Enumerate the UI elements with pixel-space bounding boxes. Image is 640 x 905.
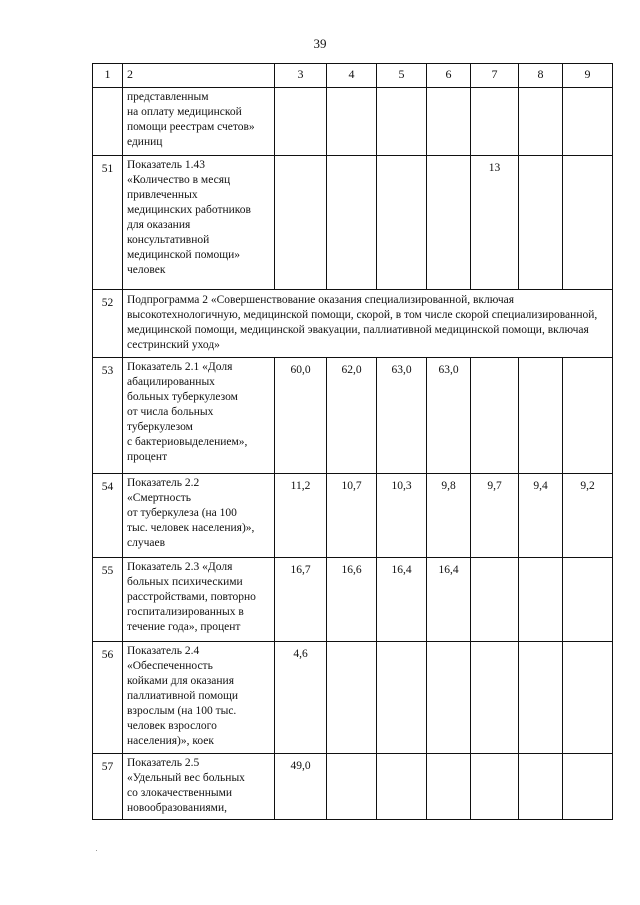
table-row	[93, 156, 613, 290]
table-row	[93, 290, 613, 358]
value-cell	[519, 558, 563, 642]
indicator-description: Показатель 1.43 «Количество в месяц привлеченных медицинских работников для оказания консультативной медицинской помощи» человек	[123, 156, 275, 290]
scan-artifact	[96, 850, 97, 851]
value-cell	[563, 754, 613, 820]
table-header-row	[93, 64, 613, 88]
column-header: 4	[327, 64, 377, 88]
value-cell: 63,0	[427, 358, 471, 474]
table-row-continuation	[93, 88, 613, 156]
value-cell: 16,4	[377, 558, 427, 642]
indicator-description: Показатель 2.1 «Доля абацилированных больных туберкулезом от числа больных туберкулезом с бактериовыделением», процент	[123, 358, 275, 474]
column-header: 8	[519, 64, 563, 88]
value-cell	[327, 88, 377, 156]
value-cell	[471, 642, 519, 754]
value-cell	[471, 754, 519, 820]
column-header: 3	[275, 64, 327, 88]
table-row	[93, 754, 613, 820]
value-cell: 9,4	[519, 474, 563, 558]
value-cell: 9,2	[563, 474, 613, 558]
table-row	[93, 558, 613, 642]
row-number: 53	[93, 358, 123, 474]
value-cell	[471, 88, 519, 156]
value-cell: 13	[471, 156, 519, 290]
value-cell	[427, 754, 471, 820]
value-cell	[563, 358, 613, 474]
column-header: 9	[563, 64, 613, 88]
value-cell: 11,2	[275, 474, 327, 558]
value-cell: 10,3	[377, 474, 427, 558]
value-cell	[427, 88, 471, 156]
table-row	[93, 358, 613, 474]
value-cell: 9,8	[427, 474, 471, 558]
value-cell	[519, 642, 563, 754]
row-number: 55	[93, 558, 123, 642]
table-row	[93, 642, 613, 754]
row-number: 54	[93, 474, 123, 558]
value-cell	[377, 754, 427, 820]
value-cell	[563, 642, 613, 754]
subprogram-title: Подпрограмма 2 «Совершенствование оказания специализированной, включая высокотехнологичную, медицинской помощи, скорой, в том числе скорой специализированной, медицинской помощи, медицинской эвакуации, паллиативной медицинской помощи, включая сестринский уход»	[123, 290, 613, 358]
value-cell	[563, 156, 613, 290]
indicators-table	[92, 63, 613, 820]
value-cell	[519, 358, 563, 474]
value-cell	[471, 558, 519, 642]
row-number: 57	[93, 754, 123, 820]
value-cell	[327, 156, 377, 290]
value-cell: 63,0	[377, 358, 427, 474]
value-cell	[377, 88, 427, 156]
value-cell	[563, 558, 613, 642]
column-header: 5	[377, 64, 427, 88]
row-number: 52	[93, 290, 123, 358]
value-cell: 16,7	[275, 558, 327, 642]
indicator-description: представленным на оплату медицинской помощи реестрам счетов» единиц	[123, 88, 275, 156]
value-cell	[275, 156, 327, 290]
value-cell: 16,4	[427, 558, 471, 642]
column-header: 6	[427, 64, 471, 88]
value-cell	[519, 754, 563, 820]
table-row	[93, 474, 613, 558]
value-cell	[519, 88, 563, 156]
value-cell: 60,0	[275, 358, 327, 474]
value-cell	[327, 642, 377, 754]
indicator-description: Показатель 2.5 «Удельный вес больных со злокачественными новообразованиями,	[123, 754, 275, 820]
row-number-cell	[93, 88, 123, 156]
value-cell: 9,7	[471, 474, 519, 558]
value-cell	[275, 88, 327, 156]
value-cell	[377, 642, 427, 754]
value-cell: 49,0	[275, 754, 327, 820]
row-number: 56	[93, 642, 123, 754]
column-header: 1	[93, 64, 123, 88]
page-number: 39	[313, 36, 327, 51]
value-cell: 4,6	[275, 642, 327, 754]
value-cell	[519, 156, 563, 290]
value-cell	[327, 754, 377, 820]
value-cell	[427, 642, 471, 754]
value-cell: 62,0	[327, 358, 377, 474]
value-cell	[471, 358, 519, 474]
indicator-description: Показатель 2.4 «Обеспеченность койками для оказания паллиативной помощи взрослым (на 100 тыс. человек взрослого населения)», коек	[123, 642, 275, 754]
value-cell	[427, 156, 471, 290]
indicator-description: Показатель 2.2 «Смертность от туберкулеза (на 100 тыс. человек населения)», случаев	[123, 474, 275, 558]
column-header: 2	[123, 64, 275, 88]
value-cell	[377, 156, 427, 290]
row-number: 51	[93, 156, 123, 290]
value-cell	[563, 88, 613, 156]
column-header: 7	[471, 64, 519, 88]
value-cell: 16,6	[327, 558, 377, 642]
indicator-description: Показатель 2.3 «Доля больных психическими расстройствами, повторно госпитализированных в течение года», процент	[123, 558, 275, 642]
value-cell: 10,7	[327, 474, 377, 558]
